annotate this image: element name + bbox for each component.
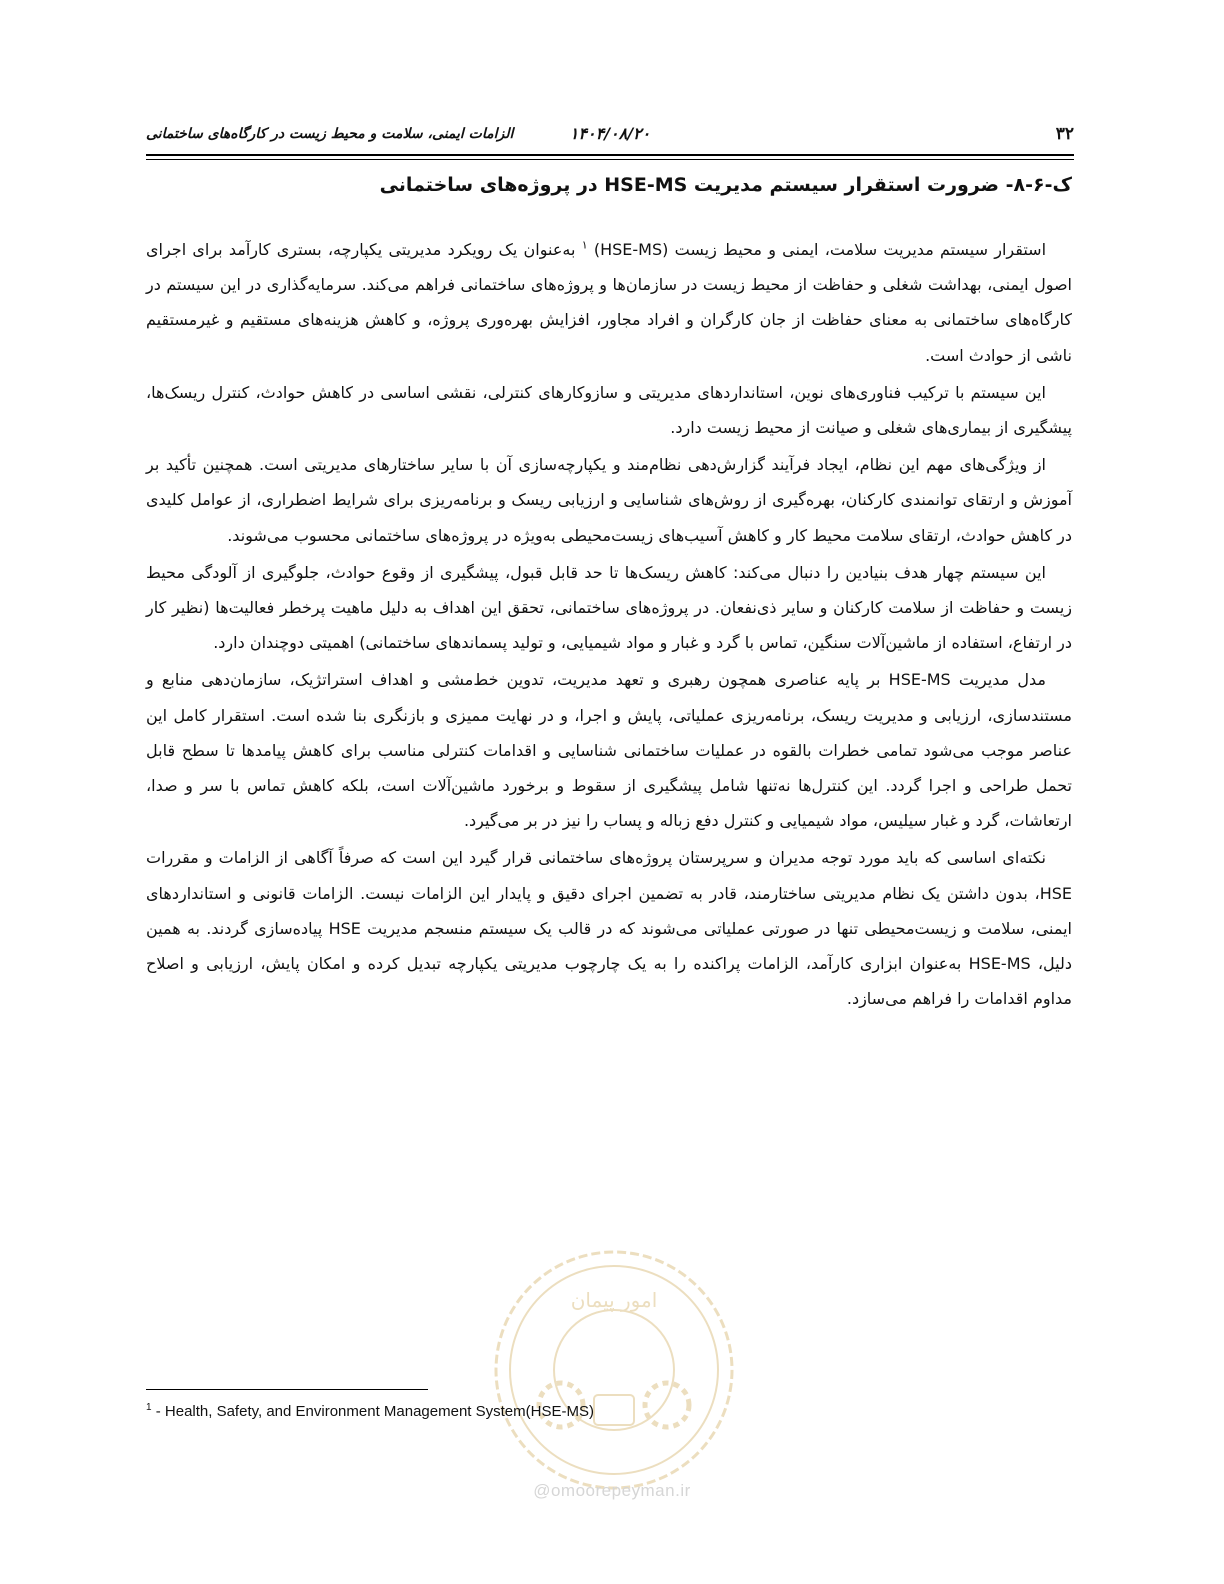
main-content xyxy=(146,168,1072,1018)
section-heading: ک-۶-۸- ضرورت استقرار سیستم مدیریت HSE-MS در پروژه‌های ساختمانی xyxy=(379,174,1072,196)
page-header xyxy=(146,120,1074,150)
paragraph-3: از ویژگی‌های مهم این نظام، ایجاد فرآیند گزارش‌دهی نظام‌مند و یکپارچه‌سازی آن با سایر ساختارهای مدیریتی است. همچنین تأکید بر آموزش و ارتقای توانمندی کارکنان، بهره‌گیری از روش‌های شناسایی و ارزیابی ریسک و برنامه‌ریزی برای شرایط اضطراری، از عوامل کلیدی در کاهش حوادث، ارتقای سلامت محیط کار و کاهش آسیب‌های زیست‌محیطی به‌ویژه در پروژه‌های ساختمانی محسوب می‌شوند. xyxy=(146,455,1072,545)
paragraph-5: مدل مدیریت HSE-MS بر پایه عناصری همچون رهبری و تعهد مدیریت، تدوین خط‌مشی و اهداف استراتژیک، سازمان‌دهی منابع و مستندسازی، ارزیابی و مدیریت ریسک، برنامه‌ریزی عملیاتی، پایش و اجرا، و در نهایت ممیزی و بازنگری بنا شده است. استقرار کامل این عناصر موجب می‌شود تمامی خطرات بالقوه در عملیات ساختمانی شناسایی و اقدامات کنترلی مناسب برای کاهش پیامدها تا سطح قابل تحمل طراحی و اجرا گردد. این کنترل‌ها نه‌تنها شامل پیشگیری از سقوط و برخورد ماشین‌آلات است، بلکه کاهش تماس با سر و صدا، ارتعاشات، گرد و غبار سیلیس، مواد شیمیایی و کنترل دفع زباله و پساب را نیز در بر می‌گیرد. xyxy=(146,670,1072,831)
footnote xyxy=(146,1402,594,1420)
footnote-rule xyxy=(146,1389,428,1390)
footnote-text: - Health, Safety, and Environment Management System(HSE-MS) xyxy=(151,1403,594,1420)
paragraph-4: این سیستم چهار هدف بنیادین را دنبال می‌کند: کاهش ریسک‌ها تا حد قابل قبول، پیشگیری از وقوع حوادث، جلوگیری از آلودگی محیط زیست و حفاظت از سلامت کارکنان و سایر ذی‌نفعان. در پروژه‌های ساختمانی، تحقق این اهداف به دلیل ماهیت پرخطر فعالیت‌ها (نظیر کار در ارتفاع، استفاده از ماشین‌آلات سنگین، تماس با گرد و غبار و مواد شیمیایی، و تولید پسماندهای ساختمانی) اهمیتی دوچندان دارد. xyxy=(146,562,1072,653)
seal-watermark-icon xyxy=(489,1245,739,1495)
header-rule xyxy=(146,154,1074,160)
page-number: ۳۲ xyxy=(1055,124,1074,144)
header-title: الزامات ایمنی، سلامت و محیط زیست در کارگاه‌های ساختمانی xyxy=(146,126,514,142)
paragraph-6: نکته‌ای اساسی که باید مورد توجه مدیران و سرپرستان پروژه‌های ساختمانی قرار گیرد این است که صرفاً آگاهی از الزامات و مقررات HSE، بدون داشتن یک نظام مدیریتی ساختارمند، قادر به تضمین اجرای دقیق و پایدار این الزامات نیست. الزامات قانونی و استانداردهای ایمنی، سلامت و زیست‌محیطی تنها در صورتی عملیاتی می‌شوند که در قالب یک سیستم منسجم مدیریت HSE پیاده‌سازی گردند. به همین دلیل، HSE-MS به‌عنوان ابزاری کارآمد، الزامات پراکنده را به یک چارچوب مدیریتی یکپارچه تبدیل کرده و امکان پایش، ارزیابی و اصلاح مداوم اقدامات را فراهم می‌سازد. xyxy=(146,848,1072,1009)
footnote-ref[interactable]: ۱ xyxy=(581,238,588,252)
paragraph-2: این سیستم با ترکیب فناوری‌های نوین، استانداردهای مدیریتی و سازوکارهای کنترلی، نقشی اساسی در کاهش حوادث، کنترل ریسک‌ها، پیشگیری از بیماری‌های شغلی و صیانت از محیط زیست دارد. xyxy=(146,382,1072,438)
header-date: ۱۴۰۴/۰۸/۲۰ xyxy=(569,124,651,143)
paragraph-1-text-start: استقرار سیستم مدیریت سلامت، ایمنی و محیط زیست (HSE-MS) xyxy=(587,240,1047,259)
site-watermark: @omoorepeyman.ir xyxy=(533,1481,691,1500)
paragraph-1-text-end: به‌عنوان یک رویکرد مدیریتی یکپارچه، بستری کارآمد برای اجرای اصول ایمنی، بهداشت شغلی و حفاظت از محیط زیست در سازمان‌ها و پروژه‌های ساختمانی فراهم می‌کند. سرمایه‌گذاری در این سیستم در کارگاه‌های ساختمانی به معنای حفاظت از جان کارگران و افراد مجاور، افزایش بهره‌وری پروژه، و کاهش هزینه‌های مستقیم و غیرمستقیم ناشی از حوادث است. xyxy=(146,240,1072,365)
footnote-number: 1 xyxy=(146,1402,152,1413)
seal-text: امور پیمان xyxy=(570,1288,658,1312)
paragraph-1 xyxy=(146,232,1072,373)
